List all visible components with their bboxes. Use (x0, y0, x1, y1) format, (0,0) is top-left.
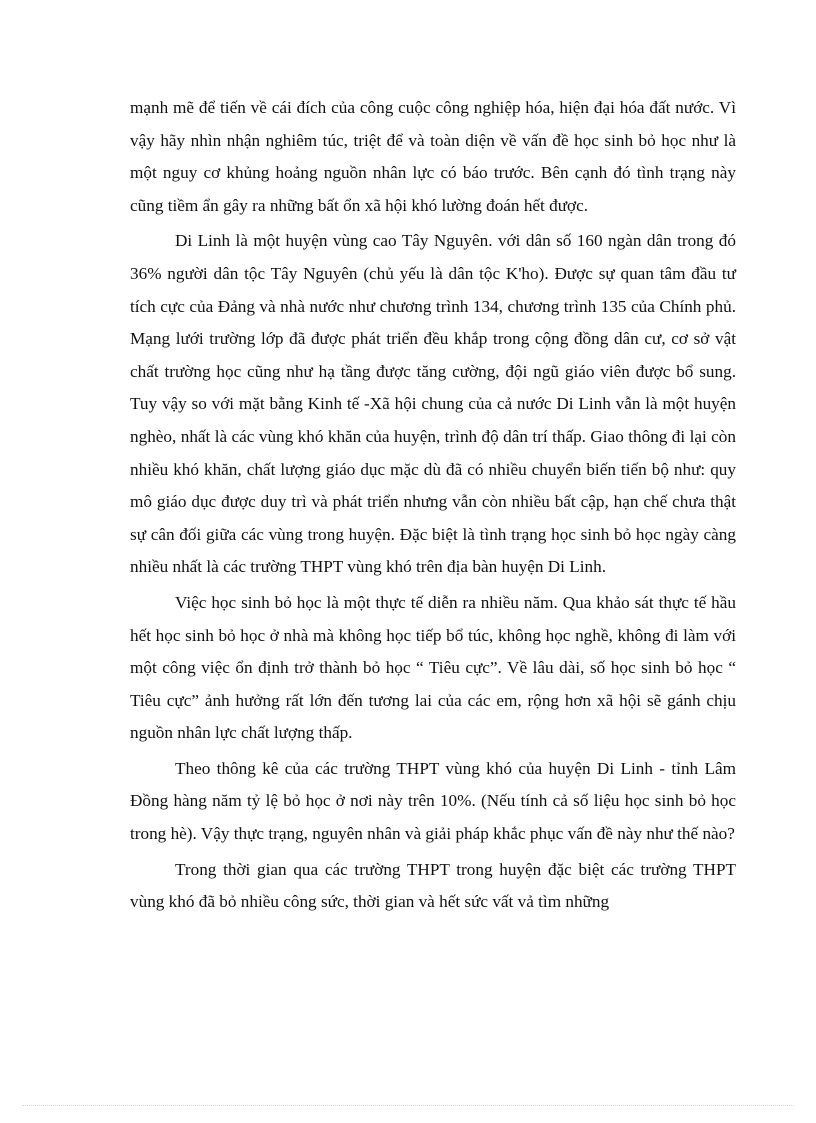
paragraph-3: Việc học sinh bỏ học là một thực tế diễn ra nhiều năm. Qua khảo sát thực tế hầu hết học sinh bỏ học ở nhà mà không học tiếp bổ túc, không học nghề, không đi làm với một công việc ổn định trở thành bỏ học “ Tiêu cực”. Về lâu dài, số học sinh bỏ học “ Tiêu cực” ảnh hưởng rất lớn đến tương lai của các em, rộng hơn xã hội sẽ gánh chịu nguồn nhân lực chất lượng thấp. (130, 592, 736, 743)
paragraph-1: mạnh mẽ để tiến về cái đích của công cuộc công nghiệp hóa, hiện đại hóa đất nước. Vì vậy hãy nhìn nhận nghiêm túc, triệt để và toàn diện về vấn đề học sinh bỏ học như là một nguy cơ khủng hoảng nguồn nhân lực có báo trước. Bên cạnh đó tình trạng này cũng tiềm ẩn gây ra những bất ổn xã hội khó lường đoán hết được. (130, 98, 736, 215)
document-page (130, 92, 736, 922)
paragraph-4: Theo thông kê của các trường THPT vùng khó của huyện Di Linh - tỉnh Lâm Đồng hàng năm tỷ lệ bỏ học ở nơi này trên 10%. (Nếu tính cả số liệu học sinh bỏ học trong hè). Vậy thực trạng, nguyên nhân và giải pháp khắc phục vấn đề này như thế nào? (130, 758, 736, 844)
page-footer-divider (22, 1105, 794, 1106)
paragraph-5: Trong thời gian qua các trường THPT trong huyện đặc biệt các trường THPT vùng khó đã bỏ nhiều công sức, thời gian và hết sức vất vả tìm những (130, 859, 736, 912)
paragraph-2: Di Linh là một huyện vùng cao Tây Nguyên. với dân số 160 ngàn dân trong đó 36% người dân tộc Tây Nguyên (chủ yếu là dân tộc K'ho). Được sự quan tâm đầu tư tích cực của Đảng và nhà nước như chương trình 134, chương trình 135 của Chính phủ. Mạng lưới trường lớp đã được phát triển đều khắp trong cộng đồng dân cư, cơ sở vật chất trường học cũng như hạ tầng được tăng cường, đội ngũ giáo viên được bổ sung. Tuy vậy so với mặt bằng Kinh tế -Xã hội chung của cả nước Di Linh vẫn là một huyện nghèo, nhất là các vùng khó khăn của huyện, trình độ dân trí thấp. Giao thông đi lại còn nhiều khó khăn, chất lượng giáo dục mặc dù đã có nhiều chuyển biến tiến bộ như: quy mô giáo dục được duy trì và phát triển nhưng vẫn còn nhiều bất cập, hạn chế chưa thật sự cân đối giữa các vùng trong huyện. Đặc biệt là tình trạng học sinh bỏ học ngày càng nhiều nhất là các trường THPT vùng khó trên địa bàn huyện Di Linh. (130, 231, 736, 577)
